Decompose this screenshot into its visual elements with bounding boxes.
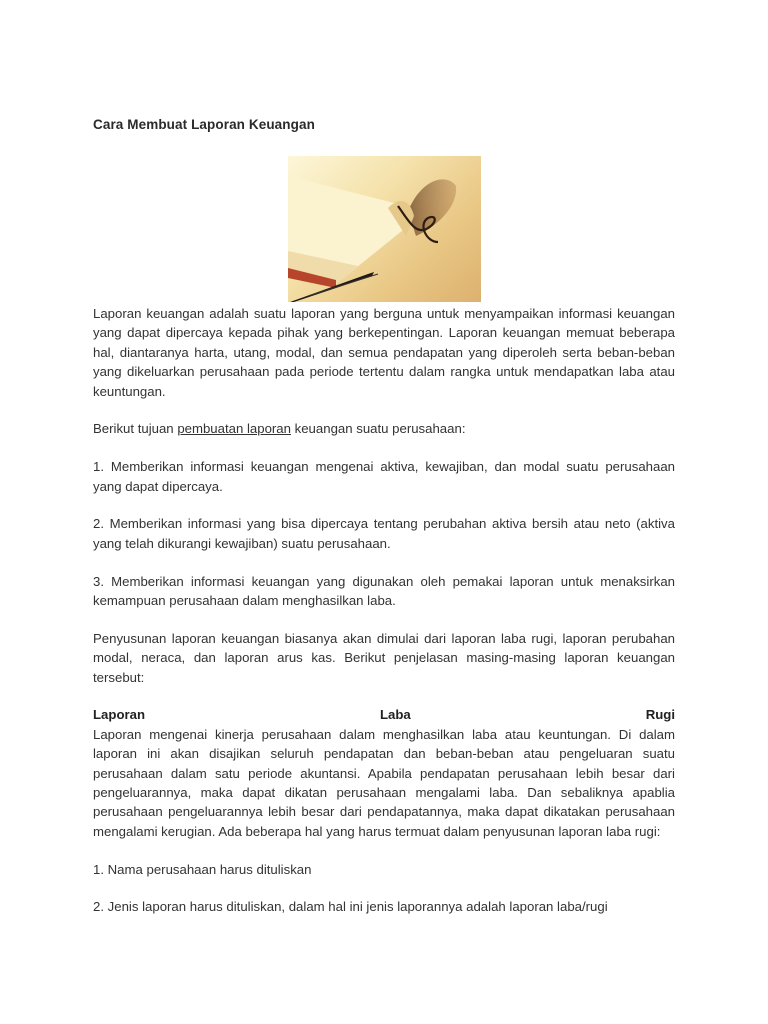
book-pen-image — [288, 156, 481, 302]
document-title: Cara Membuat Laporan Keuangan — [93, 117, 315, 132]
article-body — [93, 304, 675, 917]
section-heading-laba-rugi: Laporan Laba Rugi — [93, 707, 675, 723]
laba-rugi-paragraph: Laporan mengenai kinerja perusahaan dalam menghasilkan laba atau keuntungan. Di dalam laporan ini akan disajikan seluruh pendapatan dan beban-beban atau pengeluaran suatu perusahaan dalam satu periode akuntansi. Apabila pendapatan perusahaan lebih besar dari pengeluarannya, maka dapat dikatan perusahaan mengalami laba. Dan sebaliknya apablia perusahaan pengeluarannya lebih besar dari pendapatannya, maka dapat dikatakan perusahaan mengalami kerugian. Ada beberapa hal yang harus termuat dalam penyusunan laporan laba rugi: — [93, 726, 675, 839]
laba-rugi-item-2: 2. Jenis laporan harus dituliskan, dalam hal ini jenis laporannya adalah laporan laba/rugi — [93, 899, 608, 915]
laba-rugi-item-1: 1. Nama perusahaan harus dituliskan — [93, 861, 312, 877]
intro-paragraph: Laporan keuangan adalah suatu laporan yang berguna untuk menyampaikan informasi keuangan yang dapat dipercaya kepada pihak yang berkepentingan. Laporan keuangan memuat beberapa hal, diantaranya harta, utang, modal, dan semua pendapatan yang diperoleh serta beban-beban yang dikeluarkan perusahaan pada periode tertentu dalam rangka untuk mendapatkan laba atau keuntungan. — [93, 306, 675, 399]
goals-intro-before: Berikut tujuan — [93, 421, 178, 437]
open-book-with-pen-photo-icon — [288, 156, 481, 302]
pembuatan-laporan-link[interactable]: pembuatan laporan — [177, 421, 291, 437]
goal-item-3: 3. Memberikan informasi keuangan yang digunakan oleh pemakai laporan untuk menaksirkan kemampuan perusahaan dalam menghasilkan laba. — [93, 573, 675, 609]
goal-item-2: 2. Memberikan informasi yang bisa dipercaya tentang perubahan aktiva bersih atau neto (aktiva yang telah dikurangi kewajiban) suatu perusahaan. — [93, 516, 675, 551]
composition-paragraph: Penyusunan laporan keuangan biasanya akan dimulai dari laporan laba rugi, laporan perubahan modal, neraca, dan laporan arus kas. Berikut penjelasan masing-masing laporan keuangan tersebut: — [93, 630, 675, 685]
goals-intro-after: keuangan suatu perusahaan: — [290, 421, 466, 437]
goals-intro-paragraph — [93, 419, 675, 438]
goal-item-1: 1. Memberikan informasi keuangan mengenai aktiva, kewajiban, dan modal suatu perusahaan yang dapat dipercaya. — [93, 459, 675, 494]
